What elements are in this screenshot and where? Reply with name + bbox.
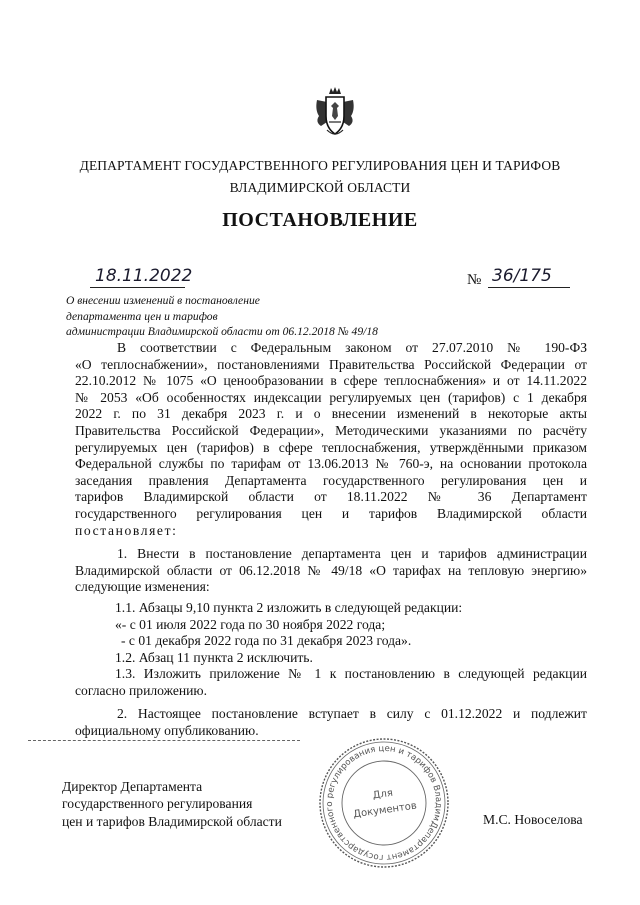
item-2-line: официальному опубликованию. — [75, 722, 259, 738]
position-line: государственного регулирования — [62, 796, 253, 812]
svg-text:Департамент государственного р — [316, 735, 452, 871]
subject-line: департамента цен и тарифов — [66, 309, 218, 323]
number-sign: № — [467, 272, 482, 288]
preamble-line: В соответствии с Федеральным законом от 27.07.2010 № 190-ФЗ — [117, 340, 587, 355]
preamble-paragraph — [75, 340, 587, 539]
preamble-line: Федеральной службы по тарифам от 13.06.2013 № 760-э, на основании протокола — [75, 456, 587, 472]
document-date: 18.11.2022 — [95, 266, 193, 286]
document-number: 36/175 — [492, 266, 552, 286]
date-underline — [90, 287, 185, 288]
department-name-line1: ДЕПАРТАМЕНТ ГОСУДАРСТВЕННОГО РЕГУЛИРОВАНИЯ ЦЕН И ТАРИФОВ — [79, 158, 561, 173]
quote-line-1: «- с 01 июля 2022 года по 30 ноября 2022 года; — [115, 616, 386, 632]
preamble-line: 22.10.2012 № 1075 «О ценообразовании в сфере теплоснабжения» и от 14.11.2022 — [75, 373, 587, 389]
document-subject — [66, 293, 386, 340]
preamble-line: Правительства Российской Федерации», Методическими указаниями по расчёту — [75, 422, 587, 438]
position-line: Директор Департамента — [62, 779, 203, 794]
subject-line: О внесении изменений в постановление — [66, 294, 260, 307]
item-1-line: 1. Внести в постановление департамента цен и тарифов администрации — [117, 546, 587, 561]
position-line: цен и тарифов Владимирской области — [62, 813, 282, 829]
preamble-line: регулируемых цен (тарифов) в сфере теплоснабжения, утверждёнными приказом — [75, 439, 587, 455]
dotted-line — [28, 740, 300, 741]
preamble-line: государственного регулирования цен и тарифов Владимирской области — [75, 505, 587, 521]
item-1-3-line: согласно приложению. — [75, 682, 207, 698]
preamble-line: № 2053 «Об особенностях индексации регулируемых цен (тарифов) с 1 декабря — [75, 389, 587, 405]
item-1-line: Владимирской области от 06.12.2018 № 49/18 «О тарифах на тепловую энергию» — [75, 562, 587, 578]
document-title: ПОСТАНОВЛЕНИЕ — [222, 209, 418, 231]
stamp-center-line1: Для — [372, 787, 394, 802]
item-1-3-line: 1.3. Изложить приложение № 1 к постановлению в следующей редакции — [115, 666, 587, 682]
item-2-line: 2. Настоящее постановление вступает в силу с 01.12.2022 и подлежит — [117, 706, 587, 721]
quote-line-2: - с 01 декабря 2022 года по 31 декабря 2023 года». — [121, 633, 412, 649]
item-1-1: 1.1. Абзацы 9,10 пункта 2 изложить в следующей редакции: — [115, 600, 463, 615]
preamble-line: тарифов Владимирской области от 18.11.2022 № 36 Департамент — [75, 489, 587, 505]
number-underline — [488, 287, 570, 288]
item-1-line: следующие изменения: — [75, 579, 210, 595]
department-name-line2: ВЛАДИМИРСКОЙ ОБЛАСТИ — [229, 180, 411, 195]
item-1-paragraph — [75, 546, 587, 596]
stamp-ring-text: Департамент государственного регулирования цен и тарифов Владимирской — [324, 743, 444, 863]
item-1-subitems — [75, 600, 587, 700]
coat-of-arms-icon — [313, 86, 357, 138]
preamble-line: 2022 г. по 31 декабря 2023 г. и о внесении изменений в некоторые акты — [75, 406, 587, 422]
official-stamp — [316, 735, 452, 871]
subject-line: администрации Владимирской области от 06.12.2018 № 49/18 — [66, 325, 378, 338]
stamp-center-line2: Документов — [352, 800, 418, 821]
signatory-position — [62, 778, 282, 830]
preamble-line: заседания правления Департамента государственного регулирования цен и — [75, 472, 587, 488]
item-1-2: 1.2. Абзац 11 пункта 2 исключить. — [115, 649, 313, 665]
preamble-line: «О теплоснабжении», постановлениями Правительства Российской Федерации от — [75, 356, 587, 372]
resolves-word: постановляет: — [75, 522, 178, 538]
signatory-name: М.С. Новоселова — [483, 812, 583, 827]
